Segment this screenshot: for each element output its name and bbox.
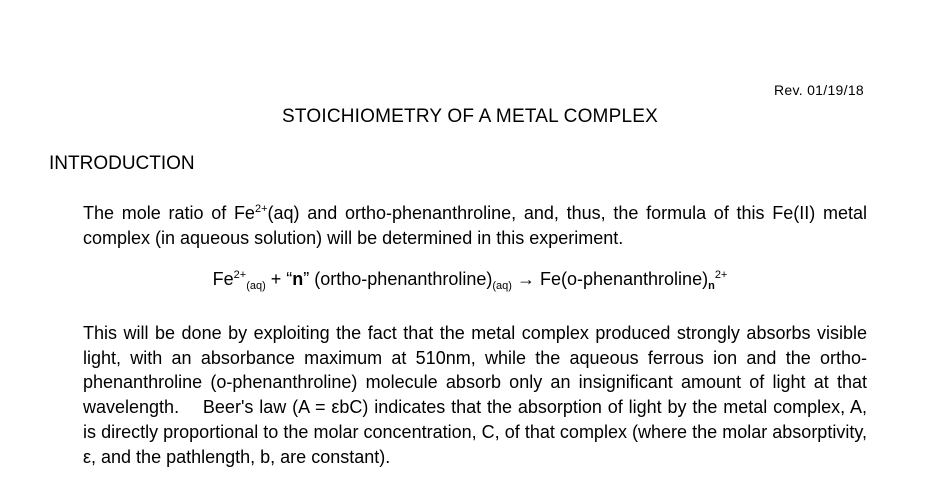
- eq-product-charge: 2+: [714, 268, 728, 281]
- eq-fe: Fe: [212, 269, 234, 289]
- intro-paragraph-2: This will be done by exploiting the fact that the metal complex produced strongly absorbs visible light, with an absorbance maximum at 510nm, while the aqueous ferrous ion and the ortho-phenanthroline (o-phenanthroline) molecule absorb only an insignificant amount of light at that wavelength. Beer's law (A = εbC) indicates that the absorption of light by the metal complex, A, is directly proportional to the molar concentration, C, of that complex (where the molar absorptivity, ε, and the pathlength, b, are constant).: [83, 323, 867, 467]
- eq-ligand-state: (aq): [492, 279, 512, 292]
- eq-product: Fe(o-phenanthroline): [539, 269, 709, 289]
- revision-date: Rev. 01/19/18: [773, 82, 864, 98]
- eq-ligand: ” (ortho-phenanthroline): [303, 269, 493, 289]
- eq-product-n: n: [708, 279, 715, 292]
- intro-paragraph-1: [83, 201, 867, 250]
- para1-text-a: The mole ratio of Fe: [83, 203, 255, 223]
- eq-arrow: →: [511, 269, 540, 289]
- eq-n: n: [292, 269, 304, 289]
- para1-charge: 2+: [254, 202, 268, 215]
- document-title: STOICHIOMETRY OF A METAL COMPLEX: [282, 106, 658, 127]
- eq-plus-open: + “: [265, 269, 293, 289]
- reaction-equation: [0, 269, 940, 290]
- para1-text-b: (aq) and ortho-phenanthroline, and, thus, the formula of this Fe(II) metal complex (in aqueous solution) will be determined in this experiment.: [83, 203, 867, 248]
- section-heading: INTRODUCTION: [49, 153, 195, 174]
- eq-fe-charge: 2+: [233, 268, 247, 281]
- eq-fe-state: (aq): [246, 279, 266, 292]
